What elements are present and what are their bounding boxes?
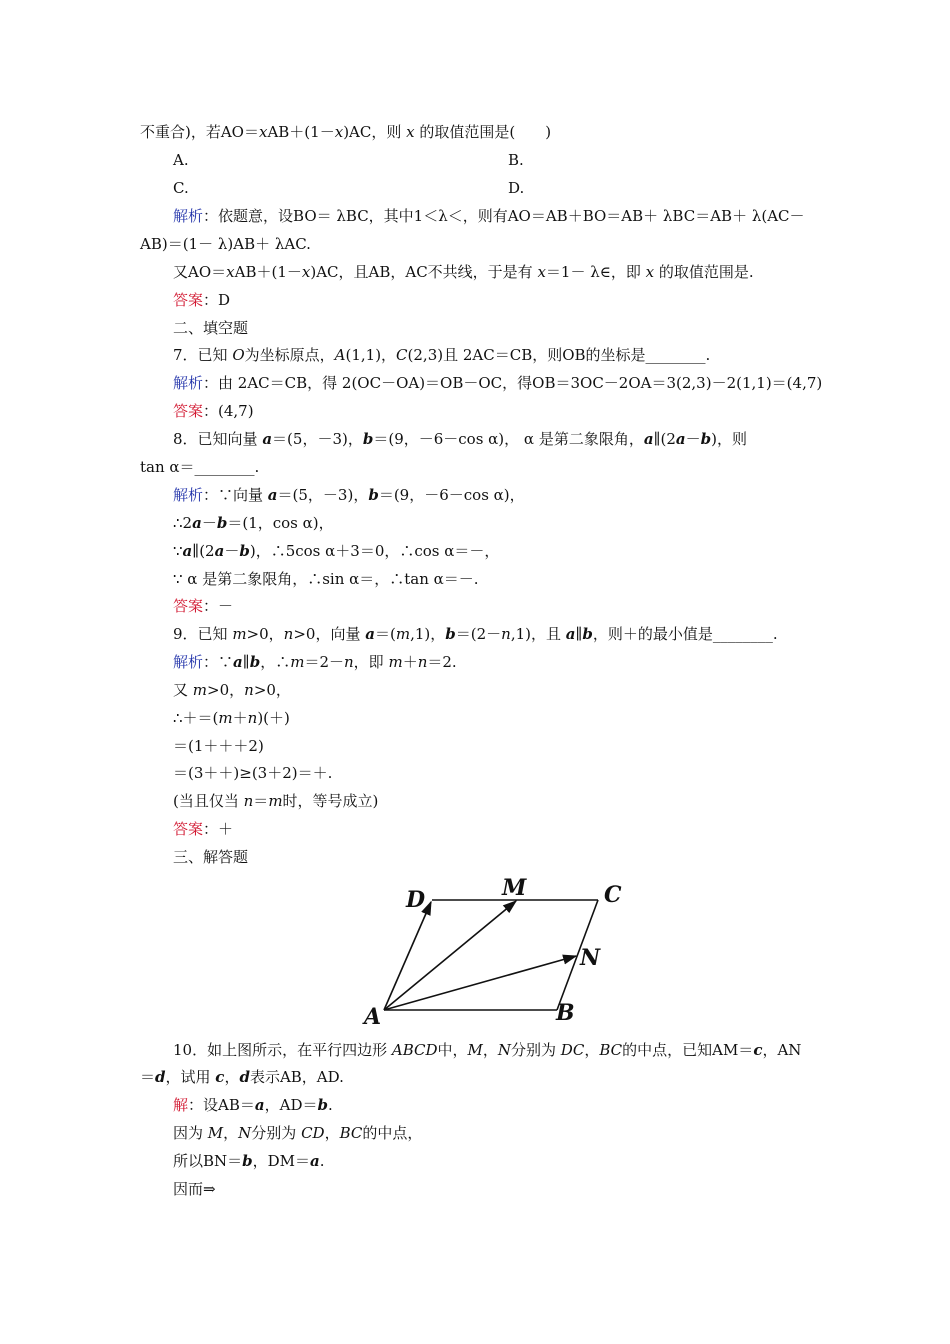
answer-label: 答案 [173,291,204,309]
text-run: ＝2. [427,653,457,671]
text-run: ：(4,7) [203,402,254,420]
text-run: ，试用 [165,1068,216,1086]
math-variable: x [258,123,268,141]
vector-symbol: b [700,430,712,448]
text-run: AB＋(1－ [267,123,335,141]
math-variable: n [344,653,354,671]
label-m: M [502,875,527,901]
text-run: >0， [253,681,291,699]
text-run: ＝(5，－3)， [272,430,363,448]
text-run: ∥ [575,625,583,643]
text-line [0,595,950,617]
text-run: ∵ α 是第二象限角，∴sin α＝，∴tan α＝－. [173,570,479,588]
parallelogram-figure [360,872,640,1032]
text-line [0,818,950,840]
vector-symbol: b [216,514,228,532]
text-run: 中， [437,1041,468,1059]
text-run: 二、填空题 [173,319,249,337]
vector-symbol: d [155,1068,166,1086]
text-run: ,1)，且 [510,625,566,643]
math-variable: m [388,653,403,671]
text-run: ：设AB＝ [188,1096,255,1114]
text-run: ， [584,1041,600,1059]
text-line [0,149,950,171]
text-run: C. [173,179,189,197]
text-line [0,790,950,812]
text-line [0,679,950,701]
text-run: ∥(2 [653,430,676,448]
math-variable: m [192,681,208,699]
vector-symbol: b [239,542,250,560]
text-run: 又AO＝ [173,263,227,281]
text-line [0,289,950,311]
vector-symbol: b [249,653,261,671]
math-variable: n [244,681,254,699]
text-run: (2,3)且 2AC＝CB，则OB的坐标是________. [407,346,711,364]
vector-symbol: b [362,430,374,448]
math-variable: m [218,709,233,727]
label-c: C [604,882,622,908]
text-run: >0，向量 [293,625,366,643]
vector-an [384,956,576,1010]
text-run: )，则 [711,430,748,448]
vector-symbol: a [565,625,576,643]
math-variable: x [406,123,415,141]
text-run: D. [508,179,525,197]
math-variable: BC [339,1124,363,1142]
text-line [0,540,950,562]
math-variable: M [207,1124,224,1142]
vector-symbol: a [310,1152,320,1170]
text-run: >0， [246,625,284,643]
text-run: 的中点， [362,1124,423,1142]
text-run: 为坐标原点， [244,346,335,364]
text-line [0,344,950,366]
math-variable: m [268,792,283,810]
answer-label: 答案 [173,820,204,838]
vector-symbol: c [753,1041,763,1059]
text-run: ：＋ [203,820,234,838]
text-line [0,177,950,199]
answer-label: 解 [173,1096,189,1114]
text-line [0,121,950,143]
text-run: ，AD＝ [264,1096,318,1114]
vector-symbol: a [192,514,202,532]
vector-symbol: b [317,1096,328,1114]
text-run: ， [482,1041,498,1059]
answer-label: 答案 [173,402,204,420]
text-run: ，∴ [260,653,291,671]
text-run: ∥(2 [192,542,215,560]
label-b: B [556,1000,575,1026]
text-run: ＝ [253,792,269,810]
text-run: 表示AB，AD. [249,1068,344,1086]
text-line [0,428,950,450]
vector-symbol: b [445,625,456,643]
vector-symbol: a [254,1096,265,1114]
text-run: 又 [173,681,193,699]
vector-symbol: b [242,1152,253,1170]
text-run: ∴2 [173,514,193,532]
text-run: 10．如上图所示，在平行四边形 [173,1041,392,1059]
vector-symbol: a [675,430,686,448]
math-variable: n [501,625,511,643]
math-variable: N [238,1124,252,1142]
text-run: 因而⇒ [173,1180,216,1198]
text-run: ＝(1＋＋＋2) [173,737,264,755]
math-variable: C [396,346,408,364]
text-line [0,400,950,422]
text-run: ＝( [374,625,396,643]
math-variable: n [417,653,428,671]
text-run: － [201,514,217,532]
vector-am [384,901,516,1010]
text-line [0,512,950,534]
math-variable: BC [599,1041,623,1059]
vector-symbol: d [239,1068,250,1086]
text-run: ，DM＝ [252,1152,311,1170]
text-run: )AC，则 [343,123,407,141]
text-run: ＝(3＋＋)≥(3＋2)＝＋. [173,764,333,782]
text-run: )，∴5cos α＋3＝0，∴cos α＝－， [249,542,500,560]
text-run: ＝(9，－6－cos α)， α 是第二象限角， [373,430,644,448]
text-line [0,205,950,227]
math-variable: x [301,263,311,281]
math-variable: M [467,1041,483,1059]
text-run: 7．已知 [173,346,233,364]
text-run: 三、解答题 [173,848,249,866]
text-line [0,568,950,590]
text-line [0,623,950,645]
text-run: . [319,1152,325,1170]
text-run: － [685,430,701,448]
label-d: D [406,887,426,913]
text-line [0,846,950,868]
text-line [0,233,950,255]
math-variable: x [645,263,655,281]
text-run: ＋ [232,709,248,727]
text-line [0,484,950,506]
text-run: 的取值范围是( ) [414,123,552,141]
answer-label: 答案 [173,597,204,615]
math-variable: O [232,346,245,364]
solution-label: 解析 [173,374,204,392]
text-line [0,1094,950,1116]
text-line [0,735,950,757]
text-run: AB＋(1－ [234,263,302,281]
parallelogram-diagram [360,872,640,1032]
vector-symbol: a [267,486,278,504]
text-run: )AC，且AB，AC不共线，于是有 [310,263,538,281]
text-run: 9．已知 [173,625,233,643]
solution-label: 解析 [173,207,204,225]
vector-symbol: a [233,653,243,671]
text-run: ＝(1，cos α)， [227,514,334,532]
text-run: ＝ [140,1068,156,1086]
math-variable: m [290,653,305,671]
text-run: ∥ [242,653,250,671]
math-variable: DC [560,1041,585,1059]
text-run: ：由 2AC＝CB，得 2(OC－OA)＝OB－OC，得OB＝3OC－2OA＝3(2,3)－2(1,1)＝(4,7) [203,374,823,392]
text-run: 分别为 [251,1124,302,1142]
text-run: ，AN [762,1041,802,1059]
text-line [0,1150,950,1172]
text-line [0,762,950,784]
text-run: ：D [203,291,231,309]
text-run: ＝1－ λ∈，即 [545,263,646,281]
math-variable: ABCD [391,1041,438,1059]
text-run: ，即 [353,653,389,671]
text-run: ， [223,1124,239,1142]
vector-symbol: a [643,430,654,448]
text-run: － [224,542,240,560]
vector-symbol: a [365,625,375,643]
text-run: ， [324,1124,340,1142]
text-line [0,1039,950,1061]
math-variable: m [232,625,247,643]
text-run: >0， [207,681,245,699]
text-line [0,317,950,339]
text-run: 因为 [173,1124,208,1142]
label-a: A [364,1004,382,1030]
text-run: 不重合)，若AO＝ [140,123,259,141]
text-run: ,1)， [410,625,446,643]
math-variable: n [243,792,254,810]
vector-symbol: c [215,1068,225,1086]
text-line [0,372,950,394]
math-variable: m [395,625,411,643]
text-run: ，则＋的最小值是________. [592,625,778,643]
text-run: (1,1)， [345,346,397,364]
text-run: )(＋) [257,709,290,727]
vector-ad [384,902,431,1010]
text-run: 的取值范围是. [654,263,754,281]
text-run: tan α＝________. [140,458,260,476]
vector-symbol: a [214,542,225,560]
text-run: ＝2－ [304,653,344,671]
text-run: B. [508,151,524,169]
text-line [0,261,950,283]
math-variable: x [537,263,546,281]
text-line [0,1122,950,1144]
text-line [0,1178,950,1200]
text-run: 8．已知向量 [173,430,263,448]
text-line [0,1066,950,1088]
math-variable: A [334,346,346,364]
text-run: 的中点，已知AM＝ [622,1041,754,1059]
text-run: 所以BN＝ [173,1152,243,1170]
text-run: A. [173,151,189,169]
text-run: ：－ [203,597,234,615]
text-run: AB)＝(1－ λ)AB＋ λAC. [140,235,311,253]
math-variable: n [247,709,258,727]
solution-label: 解析 [173,653,204,671]
text-run: ：依题意，设BO＝ λBC，其中1＜λ＜，则有AO＝AB＋BO＝AB＋ λBC＝AB＋ λ(AC－ [203,207,805,225]
text-run: ＝(2－ [455,625,502,643]
math-variable: n [283,625,294,643]
text-run: ∵ [173,542,183,560]
math-variable: CD [301,1124,325,1142]
text-run: ∴＋＝( [173,709,219,727]
vector-symbol: a [262,430,273,448]
text-run: ：∵ [203,653,234,671]
math-variable: x [226,263,235,281]
text-run: ＝(5，－3)， [277,486,369,504]
label-n: N [580,945,601,971]
vector-symbol: a [182,542,193,560]
math-variable: x [334,123,344,141]
text-run: 分别为 [511,1041,561,1059]
text-run: ＝(9，－6－cos α)， [378,486,525,504]
vector-symbol: b [582,625,593,643]
math-variable: N [497,1041,512,1059]
text-line [0,707,950,729]
solution-label: 解析 [173,486,204,504]
text-run: ， [224,1068,240,1086]
text-line [0,456,950,478]
text-run: ＋ [402,653,418,671]
text-run: 时，等号成立) [282,792,379,810]
vector-symbol: b [368,486,379,504]
text-run: ：∵向量 [203,486,268,504]
text-run: . [327,1096,333,1114]
text-run: (当且仅当 [173,792,244,810]
text-line [0,651,950,673]
